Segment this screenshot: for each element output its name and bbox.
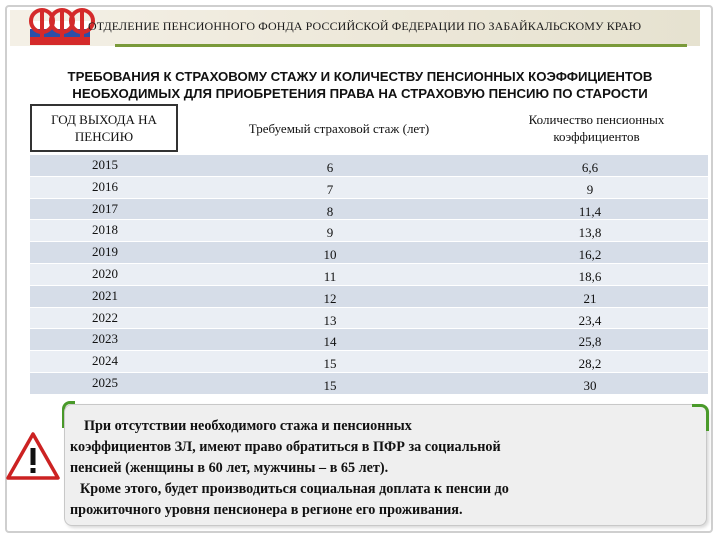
warning-icon xyxy=(6,432,60,480)
column-header-stazh: Требуемый страховой стаж (лет) xyxy=(198,104,480,152)
stazh-cell: 13 xyxy=(323,312,337,328)
koef-cell: 13,8 xyxy=(578,225,602,241)
year-cell: 2021 xyxy=(92,287,118,303)
header-title: ОТДЕЛЕНИЕ ПЕНСИОННОГО ФОНДА РОССИЙСКОЙ ФЕДЕРАЦИИ ПО ЗАБАЙКАЛЬСКОМУ КРАЮ xyxy=(88,19,642,33)
year-cell: 2019 xyxy=(92,244,118,260)
year-cell: 2022 xyxy=(92,309,118,325)
year-cell: 2023 xyxy=(92,331,118,347)
table-row xyxy=(30,328,708,350)
table-row xyxy=(30,176,708,198)
note-line-1: При отсутствии необходимого стажа и пенсионных xyxy=(84,418,412,434)
koef-cell: 16,2 xyxy=(578,247,602,263)
year-cell: 2015 xyxy=(92,157,118,172)
page-title xyxy=(12,68,708,102)
table-body xyxy=(30,154,708,394)
stazh-cell: 7 xyxy=(326,181,334,197)
stazh-cell: 15 xyxy=(323,377,337,393)
year-cell: 2016 xyxy=(92,178,118,194)
table-row xyxy=(30,241,708,263)
year-cell: 2017 xyxy=(92,200,118,216)
table-row xyxy=(30,350,708,372)
koef-cell: 11,4 xyxy=(578,203,602,219)
stazh-cell: 11 xyxy=(323,268,337,284)
year-cell: 2024 xyxy=(92,353,118,369)
column-header-year: ГОД ВЫХОДА НА ПЕНСИЮ xyxy=(30,104,178,152)
stazh-cell: 10 xyxy=(323,247,337,263)
header-divider xyxy=(115,44,687,47)
table-row xyxy=(30,219,708,241)
year-cell: 2020 xyxy=(92,265,118,281)
table-row xyxy=(30,263,708,285)
koef-cell: 25,8 xyxy=(578,334,602,350)
stazh-cell: 14 xyxy=(323,334,337,350)
table-row xyxy=(30,307,708,329)
note-text xyxy=(70,416,700,521)
table-row xyxy=(30,372,708,394)
note-line-4: Кроме этого, будет производиться социальная доплата к пенсии до xyxy=(80,481,509,497)
table-row xyxy=(30,154,708,176)
stazh-cell: 9 xyxy=(326,225,334,241)
koef-cell: 23,4 xyxy=(578,312,602,328)
note-line-2: коэффициентов ЗЛ, имеют право обратиться в ПФР за социальной xyxy=(70,439,501,455)
koef-cell: 28,2 xyxy=(578,356,602,372)
koef-cell: 21 xyxy=(583,290,597,306)
column-header-koef: Количество пенсионных коэффициентов xyxy=(485,104,708,152)
koef-cell: 30 xyxy=(583,377,597,393)
stazh-cell: 8 xyxy=(326,203,334,219)
koef-cell: 6,6 xyxy=(581,160,599,175)
note-line-5: прожиточного уровня пенсионера в регионе его проживания. xyxy=(70,502,463,518)
stazh-cell: 15 xyxy=(323,356,337,372)
koef-cell: 9 xyxy=(586,181,594,197)
note-line-3: пенсией (женщины в 60 лет, мужчины – в 65 лет). xyxy=(70,460,389,476)
page-title-line2: НЕОБХОДИМЫХ ДЛЯ ПРИОБРЕТЕНИЯ ПРАВА НА СТРАХОВУЮ ПЕНСИЮ ПО СТАРОСТИ xyxy=(72,86,648,101)
page-title-line1: ТРЕБОВАНИЯ К СТРАХОВОМУ СТАЖУ И КОЛИЧЕСТВУ ПЕНСИОННЫХ КОЭФФИЦИЕНТОВ xyxy=(67,69,653,84)
stazh-cell: 6 xyxy=(326,160,334,175)
year-cell: 2025 xyxy=(92,374,118,390)
year-cell: 2018 xyxy=(92,222,118,238)
koef-cell: 18,6 xyxy=(578,268,602,284)
table-row xyxy=(30,285,708,307)
table-row xyxy=(30,198,708,220)
stazh-cell: 12 xyxy=(323,290,337,306)
